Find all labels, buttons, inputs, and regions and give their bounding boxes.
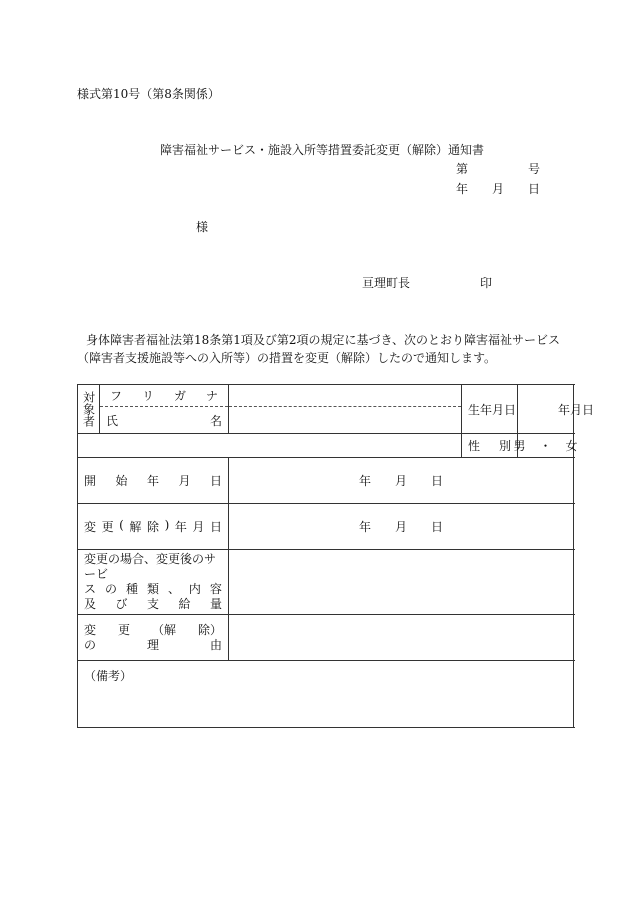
- gender-selector[interactable]: [513, 434, 578, 458]
- start-date-label-char: 月: [178, 474, 191, 488]
- reason-label-char: 変: [84, 622, 97, 637]
- service-label-char: 内: [188, 582, 201, 596]
- issue-month: 月: [491, 182, 504, 196]
- gender-label-cell: [462, 434, 518, 458]
- name-label-cell: [100, 407, 229, 434]
- birth-month: 月: [570, 402, 583, 417]
- change-day: 日: [431, 520, 444, 534]
- furigana-char: フ: [110, 389, 123, 403]
- service-label-char: 、: [167, 582, 180, 596]
- service-label-line-3: [84, 597, 222, 612]
- gender-male[interactable]: 男: [513, 439, 526, 453]
- service-label-char: の: [104, 582, 117, 596]
- start-date-label-char: 年: [146, 474, 159, 488]
- number-prefix: 第: [456, 162, 469, 176]
- change-date-label-char: 更: [101, 520, 114, 534]
- service-label-char: 種: [125, 582, 138, 596]
- gender-char: 別: [498, 439, 511, 453]
- change-date-label-char: ): [164, 518, 170, 532]
- birth-year: 年: [558, 402, 571, 417]
- change-date-label-char: 月: [192, 520, 205, 534]
- start-date-label-char: 日: [209, 474, 222, 488]
- start-month: 月: [395, 474, 408, 488]
- change-date-label-cell: [78, 504, 229, 550]
- service-label-char: 量: [209, 597, 222, 611]
- furigana-input[interactable]: [229, 385, 462, 407]
- name-input[interactable]: [229, 407, 462, 434]
- gender-char: 性: [468, 439, 481, 453]
- start-year: 年: [359, 474, 372, 488]
- body-text-line-2: （障害者支援施設等への入所等）の措置を変更（解除）したので通知します。: [77, 351, 497, 365]
- service-details-input[interactable]: [229, 550, 574, 615]
- furigana-char: ガ: [173, 389, 186, 403]
- reason-label-char: 更: [117, 622, 130, 637]
- service-label-char: び: [115, 597, 128, 611]
- birth-day: 日: [582, 402, 595, 417]
- reason-label-line-2: [84, 638, 222, 653]
- start-date-input[interactable]: [229, 458, 574, 504]
- issue-year: 年: [456, 182, 469, 196]
- gender-female[interactable]: 女: [565, 439, 578, 453]
- start-day: 日: [431, 474, 444, 488]
- change-date-label-char: 日: [209, 520, 222, 534]
- issuer-name: 亘理町長: [362, 276, 411, 290]
- change-month: 月: [395, 520, 408, 534]
- notification-table: [77, 384, 595, 728]
- service-label-char: 及: [84, 597, 97, 611]
- change-year: 年: [359, 520, 372, 534]
- addressee-suffix: 様: [196, 220, 209, 234]
- seal-mark: 印: [480, 276, 493, 290]
- change-date-label-char: 解: [129, 520, 142, 534]
- service-label-char: 支: [146, 597, 159, 611]
- start-date-label-char: 始: [115, 474, 128, 488]
- service-label-char: 容: [209, 582, 222, 596]
- change-date-input[interactable]: [229, 504, 574, 550]
- birth-label-cell: [462, 385, 518, 434]
- change-date-label-char: 変: [84, 520, 97, 534]
- reason-input[interactable]: [229, 615, 574, 661]
- reason-label-char: （解: [151, 622, 176, 637]
- change-date-label-char: 年: [174, 520, 187, 534]
- furigana-char: ナ: [205, 389, 218, 403]
- subject-label-cell: [78, 385, 100, 434]
- change-date-label-char: 除: [146, 520, 159, 534]
- reason-label-line-1: [84, 623, 222, 638]
- subject-label: 対象者: [81, 391, 96, 427]
- name-char: 氏: [106, 413, 119, 428]
- remarks-label: （備考）: [84, 669, 133, 683]
- service-label-cell: [78, 550, 229, 615]
- issue-date-line: [456, 180, 540, 197]
- remarks-cell[interactable]: [78, 661, 574, 728]
- service-label-line-1: 変更の場合、変更後のサービ: [84, 552, 217, 581]
- change-date-label-char: (: [119, 518, 124, 532]
- number-suffix: 号: [527, 162, 540, 176]
- start-date-label-char: 開: [84, 474, 97, 488]
- furigana-char: リ: [141, 389, 154, 403]
- gender-separator: ・: [539, 439, 552, 453]
- reason-label-char: 除）: [197, 622, 222, 637]
- reason-label-cell: [78, 615, 229, 661]
- document-title: 障害福祉サービス・施設入所等措置委託変更（解除）通知書: [160, 143, 485, 157]
- reason-label-char: 由: [209, 637, 222, 652]
- service-label-char: ス: [84, 582, 97, 596]
- form-number: 様式第10号（第8条関係）: [77, 87, 220, 101]
- furigana-label-cell: [100, 385, 229, 407]
- service-label-char: 類: [146, 582, 159, 596]
- body-text-line-1: 身体障害者福祉法第18条第1項及び第2項の規定に基づき、次のとおり障害福祉サービス: [86, 333, 561, 347]
- reason-label-char: 理: [146, 637, 159, 652]
- gender-spacer: [78, 434, 462, 458]
- birth-date-input[interactable]: [518, 385, 595, 434]
- issue-day: 日: [527, 182, 540, 196]
- reason-label-char: の: [84, 637, 97, 652]
- number-line: [456, 160, 540, 177]
- start-date-label-cell: [78, 458, 229, 504]
- name-char: 名: [209, 413, 222, 428]
- service-label-char: 給: [178, 597, 191, 611]
- service-label-line-2: [84, 582, 222, 597]
- birth-label: 生年月日: [468, 402, 517, 417]
